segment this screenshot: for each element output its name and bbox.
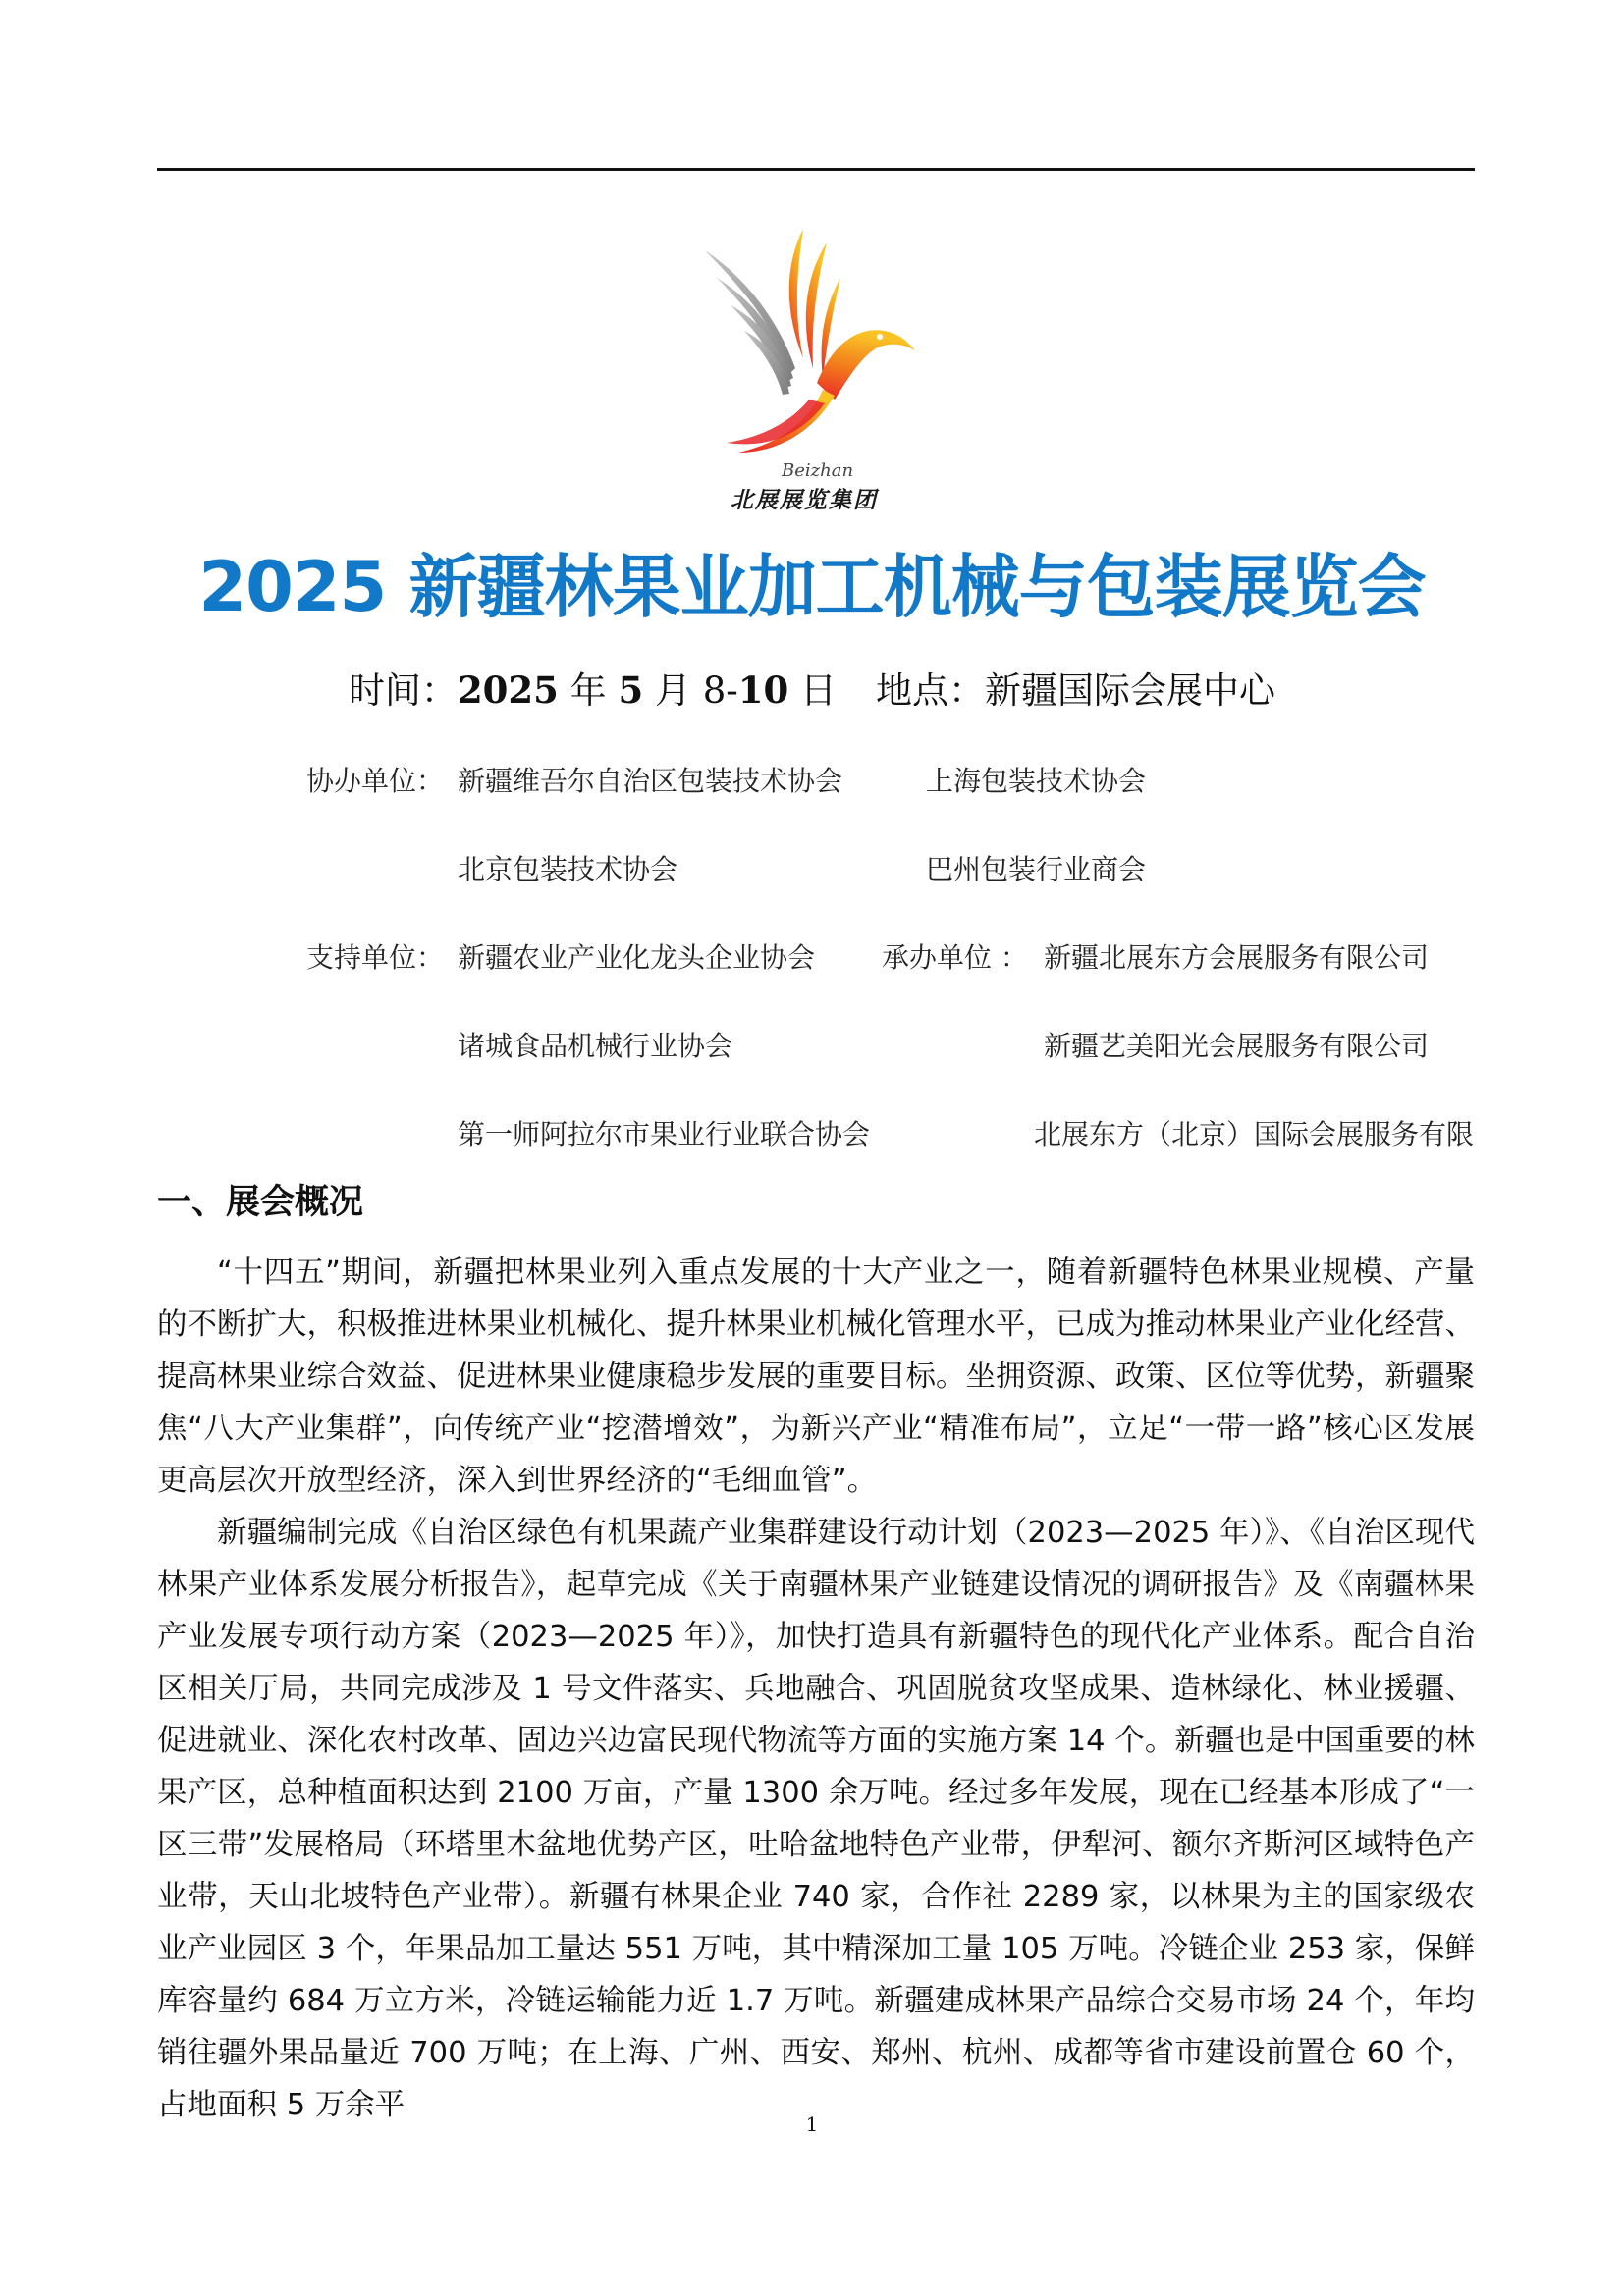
time-year-unit: 年 — [558, 669, 619, 712]
co-organizer-1: 新疆维吾尔自治区包装技术协会 — [458, 765, 843, 797]
host-label: 承办单位 ： — [882, 941, 1028, 974]
host-2: 新疆艺美阳光会展服务有限公司 — [1044, 1030, 1430, 1062]
document-title: 2025 新疆林果业加工机械与包装展览会 — [198, 547, 1426, 627]
time-month-unit: 月 8- — [643, 669, 738, 712]
body-paragraph-2: 新疆编制完成《自治区绿色有机果蔬产业集群建设行动计划（2023—2025 年）》、《自治区现代林果产业体系发展分析报告》，起草完成《关于南疆林果产业链建设情况的调研报告》及《南疆林果产业发展专项行动方案（2023—2025 年）》，加快打造具有新疆特色的现代化产业体系。配合自治区相关厅局，共同完成涉及 1 号文件落实、兵地融合、巩固脱贫攻坚成果、造林绿化、林业援疆、促进就业、深化农村改革、固边兴边富民现代物流等方面的实施方案 14 个。新疆也是中国重要的林果产区，总种植面积达到 2100 万亩，产量 1300 余万吨。经过多年发展，现在已经基本形成了“一区三带”发展格局（环塔里木盆地优势产区，吐哈盆地特色产业带，伊犁河、额尔齐斯河区域特色产业带，天山北坡特色产业带）。新疆有林果企业 740 家，合作社 2289 家，以林果为主的国家级农业产业园区 3 个，年果品加工量达 551 万吨，其中精深加工量 105 万吨。冷链企业 253 家，保鲜库容量约 684 万立方米，冷链运输能力近 1.7 万吨。新疆建成林果产品综合交易市场 24 个，年均销往疆外果品量近 700 万吨；在上海、广州、西安、郑州、杭州、成都等省市建设前置仓 60 个，占地面积 5 万余平 — [157, 1516, 1475, 2122]
co-organizer-2: 上海包装技术协会 — [926, 765, 1147, 797]
beizhan-logo — [687, 221, 933, 515]
co-organizer-3: 北京包装技术协会 — [458, 853, 678, 885]
logo-latin-text: Beizhan — [782, 460, 854, 481]
co-organizer-4: 巴州包装行业商会 — [926, 853, 1147, 885]
logo-chinese-text: 北展展览集团 — [731, 487, 878, 513]
section-heading: 一、展会概况 — [157, 1183, 364, 1222]
host-1: 新疆北展东方会展服务有限公司 — [1044, 941, 1430, 974]
co-organizer-label: 协办单位： — [306, 765, 445, 797]
time-day: 10 — [737, 668, 789, 712]
supporter-1: 新疆农业产业化龙头企业协会 — [458, 941, 816, 974]
body-paragraph-1: “十四五”期间，新疆把林果业列入重点发展的十大产业之一，随着新疆特色林果业规模、产量的不断扩大，积极推进林果业机械化、提升林果业机械化管理水平，已成为推动林果业产业化经营、提高林果业综合效益、促进林果业健康稳步发展的重要目标。坐拥资源、政策、区位等优势，新疆聚焦“八大产业集群”，向传统产业“挖潜增效”，为新兴产业“精准布局”，立足“一带一路”核心区发展更高层次开放型经济，深入到世界经济的“毛细血管”。 — [157, 1255, 1475, 1498]
venue-name: 新疆国际会展中心 — [985, 669, 1276, 712]
phoenix-logo-icon — [687, 221, 933, 466]
time-year: 2025 — [457, 668, 559, 712]
venue-label: 地点： — [876, 669, 986, 712]
event-time-venue — [0, 666, 1624, 716]
supporter-label: 支持单位： — [306, 941, 445, 974]
supporter-3: 第一师阿拉尔市果业行业联合协会 — [458, 1118, 871, 1150]
host-3: 北展东方（北京）国际会展服务有限 — [1034, 1118, 1475, 1150]
header-rule — [157, 168, 1475, 171]
page-number: 1 — [805, 2112, 819, 2136]
time-label: 时间： — [348, 669, 458, 712]
time-day-unit: 日 — [788, 669, 838, 712]
supporter-2: 诸城食品机械行业协会 — [458, 1030, 733, 1062]
time-month: 5 — [618, 668, 644, 712]
